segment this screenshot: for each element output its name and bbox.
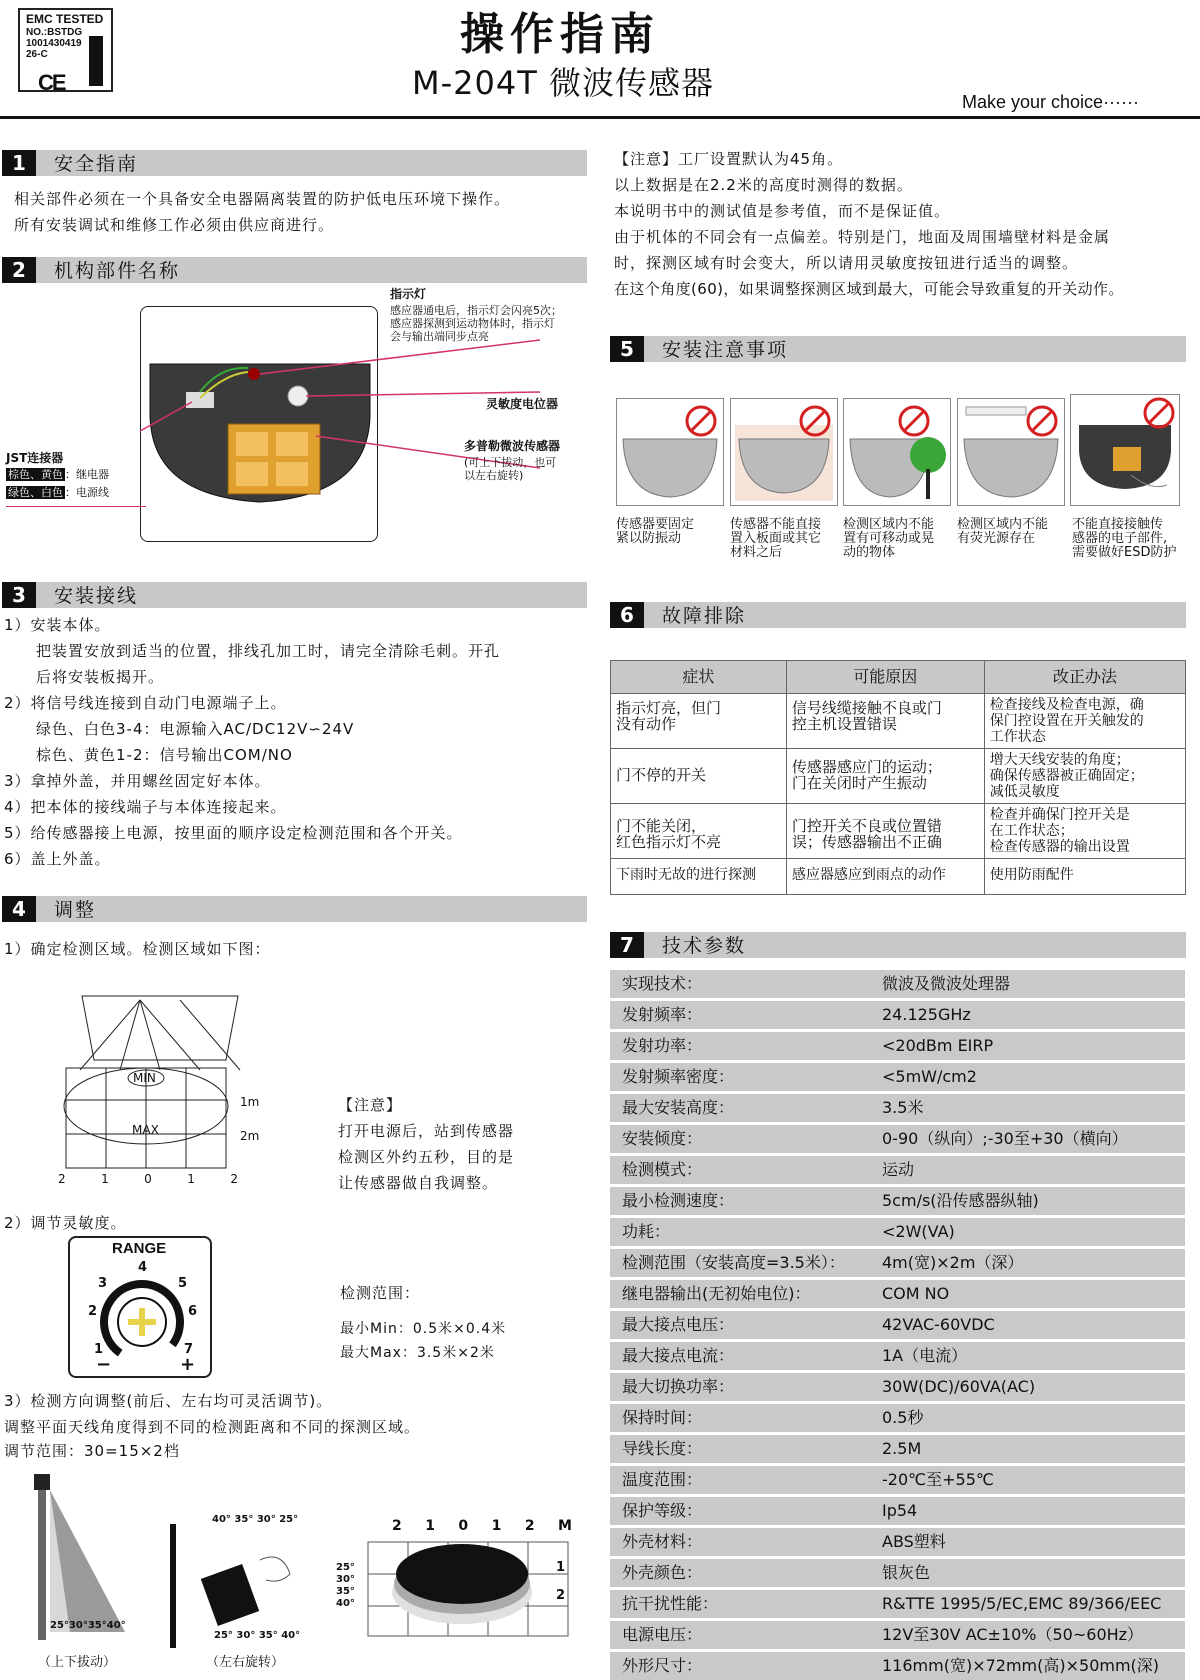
spec-value: 116mm(宽)×72mm(高)×50mm(深) <box>882 1656 1160 1675</box>
detect-range-max: 最大Max：3.5米×2米 <box>340 1345 495 1361</box>
indicator-label: 指示灯 <box>390 287 427 301</box>
spec-key: 温度范围： <box>622 1470 703 1489</box>
ce-mark: CE <box>38 70 65 95</box>
header-cause: 可能原因 <box>786 661 984 694</box>
adjust-step-1: 1）确定检测区域。检测区域如下图： <box>4 940 271 958</box>
spec-row <box>610 1404 1185 1432</box>
spec-key: 安装倾度： <box>622 1129 703 1148</box>
spec-key: 电源电压： <box>622 1625 703 1644</box>
rotate-wall <box>170 1524 176 1648</box>
sensitivity-label: 灵敏度电位器 <box>486 397 559 411</box>
spec-key: 外壳颜色： <box>622 1563 703 1582</box>
spec-key: 最小检测速度： <box>622 1191 735 1210</box>
spec-key: 检测模式： <box>622 1160 703 1179</box>
table-header-row <box>611 661 1186 694</box>
spec-row <box>610 1032 1185 1060</box>
spec-row <box>610 1528 1185 1556</box>
section-4-header: 4 调整 <box>2 896 587 922</box>
spec-key: 最大切换功率： <box>622 1377 735 1396</box>
pattern-row-1: 1 <box>556 1560 566 1575</box>
spec-value: <2W(VA) <box>882 1222 955 1241</box>
emc-tested-label: EMC TESTED <box>26 12 104 26</box>
detection-pattern-grid <box>366 1540 576 1640</box>
dial-mark-5: 5 <box>178 1276 188 1291</box>
caution-image-1 <box>616 398 724 506</box>
distance-2m: 2m <box>240 1129 260 1143</box>
table-row: 门不停的开关 传感器感应门的运动； 门在关闭时产生振动 增大天线安装的角度； 确保传感器被正确固定； 减低灵敏度 <box>611 749 1186 804</box>
spec-row <box>610 1559 1185 1587</box>
spec-value: 0.5秒 <box>882 1408 924 1427</box>
jst-callout-baseline <box>6 506 146 507</box>
range-label: RANGE <box>112 1240 167 1257</box>
spec-value: ABS塑料 <box>882 1532 946 1551</box>
detection-x-ticks: 2 1 0 1 2 <box>58 1172 238 1186</box>
antenna-patch-3 <box>236 462 268 486</box>
section-2-header: 2 机构部件名称 <box>2 257 587 283</box>
spec-row <box>610 1156 1185 1184</box>
spec-row <box>610 1342 1185 1370</box>
spec-key: 功耗： <box>622 1222 671 1241</box>
page-title: 操作指南 <box>460 9 660 60</box>
max-label: MAX <box>132 1123 159 1137</box>
detection-pattern <box>396 1544 528 1604</box>
adjust-step-2: 2）调节灵敏度。 <box>4 1214 127 1232</box>
caution-image-5 <box>1070 394 1180 506</box>
spec-key: 继电器输出(无初始电位)： <box>622 1284 811 1303</box>
jst-row-1: 棕色、黄色 ：继电器 <box>8 468 109 481</box>
spec-key: 检测范围（安装高度=3.5米）： <box>622 1253 845 1272</box>
spec-key: 实现技术： <box>622 974 703 993</box>
tilt-diagram <box>30 1472 140 1642</box>
spec-row <box>610 1497 1185 1525</box>
dial-minus: − <box>96 1354 112 1375</box>
antenna-patch-1 <box>236 432 268 456</box>
spec-row <box>610 1652 1185 1680</box>
dial-mark-3: 3 <box>98 1276 108 1291</box>
caution-caption-3: 检测区域内不能 置有可移动或晃 动的物体 <box>843 517 935 560</box>
spec-value: 24.125GHz <box>882 1005 971 1024</box>
spec-key: 保护等级： <box>622 1501 703 1520</box>
spec-row <box>610 1280 1185 1308</box>
spec-value: 4m(宽)×2m（深） <box>882 1253 1024 1272</box>
spec-key: 发射频率密度： <box>622 1067 735 1086</box>
pattern-x-ticks: 2 1 0 1 2 M <box>392 1518 572 1534</box>
caution-image-4 <box>957 398 1065 506</box>
caution-caption-1: 传感器要固定 紧以防振动 <box>616 517 695 546</box>
header-symptom: 症状 <box>611 661 787 694</box>
factory-notice: 【注意】工厂设置默认为45角。 以上数据是在2.2米的高度时测得的数据。 本说明书中的测试值是参考值，而不是保证值。 由于机体的不同会有一点偏差。特别是门，地面及周围墙壁材料是金属 时，探测区域有时会变大，所以请用灵敏度按钮进行适当的调整。 在这个角度(60)，如果调整探测区域到最大，可能会导致重复的开关动作。 <box>614 150 1124 298</box>
spec-value: 30W(DC)/60VA(AC) <box>882 1377 1036 1396</box>
pattern-row-2: 2 <box>556 1588 566 1603</box>
rotate-caption: （左右旋转） <box>206 1655 285 1670</box>
table-row: 下雨时无故的进行探测 感应器感应到雨点的动作 使用防雨配件 <box>611 859 1186 895</box>
caution-caption-2: 传感器不能直接 置入板面或其它 材料之后 <box>730 517 822 560</box>
spec-key: 抗干扰性能： <box>622 1594 719 1613</box>
spec-value: 1A（电流） <box>882 1346 968 1365</box>
emc-certificate-box <box>18 8 113 95</box>
spec-key: 保持时间： <box>622 1408 703 1427</box>
section-3-body: 1）安装本体。 把装置安放到适当的位置，排线孔加工时，请完全清除毛刺。开孔 后将安装板揭开。 2）将信号线连接到自动门电源端子上。 绿色、白色3-4：电源输入AC/DC12V∽24V 棕色、黄色1-2：信号输出COM/NO 3）拿掉外盖，并用螺丝固定好本体。 4）把本体的接线端子与本体连接起来。 5）给传感器接上电源，按里面的顺序设定检测范围和各个开关。 6）盖上外盖。 <box>4 616 501 868</box>
spec-value: <5mW/cm2 <box>882 1067 977 1086</box>
section-1-header: 1 安全指南 <box>2 150 587 176</box>
spec-value: 42VAC-60VDC <box>882 1315 995 1334</box>
jst-label: JST连接器 <box>6 451 64 465</box>
spec-value: -20℃至+55℃ <box>882 1470 994 1489</box>
spec-row <box>610 1187 1185 1215</box>
fluorescent-lamp-icon <box>966 407 1026 415</box>
spec-row <box>610 1311 1185 1339</box>
spec-key: 发射功率： <box>622 1036 703 1055</box>
tilt-caption: （上下拔动） <box>38 1655 117 1670</box>
emc-number: NO.:BSTDG 1001430419 26-C <box>26 27 83 60</box>
detect-range-title: 检测范围： <box>340 1284 421 1302</box>
troubleshooting-table <box>610 660 1186 895</box>
spec-row <box>610 1125 1185 1153</box>
table-row: 指示灯亮，但门 没有动作 信号线缆接触不良或门 控主机设置错误 检查接线及检查电源，确 保门控设置在开关触发的 工作状态 <box>611 694 1186 749</box>
spec-row <box>610 1063 1185 1091</box>
adjust-step-3-desc: 调整平面天线角度得到不同的检测距离和不同的探测区域。 <box>4 1418 421 1436</box>
spec-row <box>610 1001 1185 1029</box>
spec-row <box>610 1435 1185 1463</box>
doppler-desc: (可上下拔动，也可 以左右旋转) <box>464 456 557 482</box>
dial-mark-7: 7 <box>184 1342 194 1357</box>
spec-value: 3.5米 <box>882 1098 924 1117</box>
spec-key: 外形尺寸： <box>622 1656 703 1675</box>
adjust-note-body: 打开电源后，站到传感器 检测区外约五秒，目的是 让传感器做自我调整。 <box>338 1122 515 1192</box>
indicator-desc: 感应器通电后，指示灯会闪亮5次； 感应器探测到运动物体时，指示灯 会与输出端同步点亮 <box>390 304 562 343</box>
spec-row <box>610 1590 1185 1618</box>
header-fix: 改正办法 <box>984 661 1185 694</box>
adjust-note-title: 【注意】 <box>338 1096 403 1114</box>
antenna-patch-4 <box>276 462 308 486</box>
dial-mark-2: 2 <box>88 1304 98 1319</box>
header-rule <box>0 116 1200 119</box>
spec-value: 微波及微波处理器 <box>882 974 1011 993</box>
min-label: MIN <box>133 1071 156 1085</box>
jst-row-2: 绿色、白色 ：电源线 <box>8 486 109 499</box>
indicator-led <box>248 368 260 380</box>
section-6-header: 6 故障排除 <box>610 602 1186 628</box>
sensor-top <box>82 996 238 1060</box>
spec-row <box>610 1621 1185 1649</box>
spec-row <box>610 1466 1185 1494</box>
section-3-header: 3 安装接线 <box>2 582 587 608</box>
pattern-angles: 25° 30° 35° 40° <box>336 1562 355 1609</box>
caution-image-2 <box>730 398 838 506</box>
emc-bar <box>89 36 103 86</box>
section-7-header: 7 技术参数 <box>610 932 1186 958</box>
spec-value: 运动 <box>882 1160 915 1179</box>
section-1-line-1: 相关部件必须在一个具备安全电器隔离装置的防护低电压环境下操作。 <box>14 190 511 208</box>
spec-value: <20dBm EIRP <box>882 1036 994 1055</box>
section-1-line-2: 所有安装调试和维修工作必须由供应商进行。 <box>14 216 335 234</box>
spec-value: COM NO <box>882 1284 950 1303</box>
spec-value: 0-90（纵向）;-30至+30（横向） <box>882 1129 1128 1148</box>
caution-image-3 <box>843 398 951 506</box>
slogan: Make your choice······ <box>962 92 1140 112</box>
doppler-label: 多普勒微波传感器 <box>464 439 561 453</box>
model-title: M-204T 微波传感器 <box>412 64 714 102</box>
spec-value: 5cm/s(沿传感器纵轴) <box>882 1191 1039 1210</box>
spec-key: 最大接点电流： <box>622 1346 735 1365</box>
spec-row <box>610 1249 1185 1277</box>
dial-mark-4: 4 <box>138 1260 148 1275</box>
antenna-patch-2 <box>276 432 308 456</box>
spec-row <box>610 970 1185 998</box>
spec-row <box>610 1373 1185 1401</box>
section-5-header: 5 安装注意事项 <box>610 336 1186 362</box>
caution-caption-4: 检测区域内不能 有荧光源存在 <box>957 517 1049 546</box>
caution-caption-5: 不能直接接触传 感器的电子部件, 需要做好ESD防护 <box>1072 517 1177 560</box>
tree-icon <box>910 437 946 473</box>
spec-value: 银灰色 <box>882 1563 931 1582</box>
spec-key: 最大接点电压： <box>622 1315 735 1334</box>
hand-icon <box>260 1557 290 1581</box>
spec-key: 发射频率： <box>622 1005 703 1024</box>
spec-value: 12V至30V AC±10%（50~60Hz） <box>882 1625 1144 1644</box>
spec-row <box>610 1218 1185 1246</box>
rotate-angles-bottom: 25° 30° 35° 40° <box>214 1630 301 1641</box>
dial-plus: + <box>180 1354 196 1375</box>
dial-mark-6: 6 <box>188 1304 198 1319</box>
rotate-angles-top: 40° 35° 30° 25° <box>212 1514 299 1525</box>
tilt-angles: 25°30°35°40° <box>50 1620 126 1631</box>
detection-area-diagram <box>60 990 260 1180</box>
spec-key: 最大安装高度： <box>622 1098 735 1117</box>
spec-value: R&TTE 1995/5/EC,EMC 89/366/EEC <box>882 1594 1162 1613</box>
jst-connector <box>186 392 214 408</box>
adjust-step-3: 3）检测方向调整(前后、左右均可灵活调节)。 <box>4 1392 333 1410</box>
spec-value: 2.5M <box>882 1439 922 1458</box>
distance-1m: 1m <box>240 1095 260 1109</box>
detect-range-min: 最小Min：0.5米×0.4米 <box>340 1321 507 1337</box>
rotate-module <box>201 1564 259 1626</box>
indicator-callout <box>260 340 540 374</box>
adjust-step-3-range: 调节范围：30=15×2档 <box>4 1442 180 1460</box>
sensitivity-pot <box>288 386 308 406</box>
table-row: 门不能关闭， 红色指示灯不亮 门控开关不良或位置错 误；传感器输出不正确 检查并确保门控开关是 在工作状态； 检查传感器的输出设置 <box>611 804 1186 859</box>
spec-row <box>610 1094 1185 1122</box>
spec-key: 外壳材料： <box>622 1532 703 1551</box>
spec-value: Ip54 <box>882 1501 918 1520</box>
dial-mark-1: 1 <box>94 1342 104 1357</box>
spec-key: 导线长度： <box>622 1439 703 1458</box>
